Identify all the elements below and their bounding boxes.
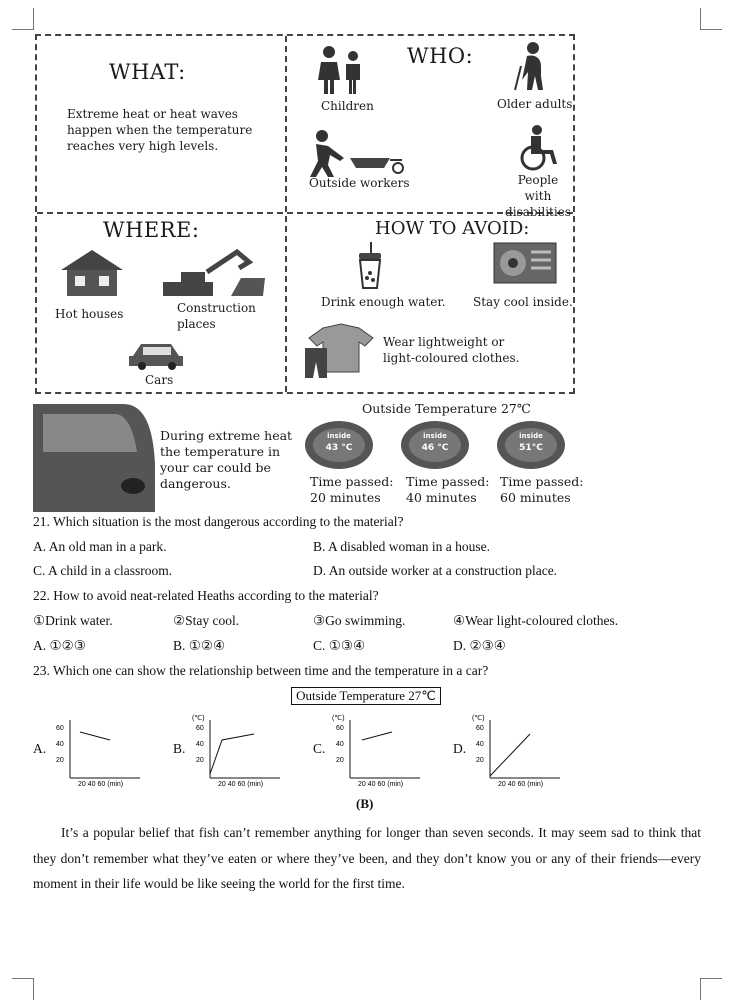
q23-stem: 23. Which one can show the relationship between time and the temperature in a car? bbox=[33, 663, 489, 678]
crop-mark-bottom-left bbox=[12, 978, 34, 1000]
svg-text:40: 40 bbox=[196, 741, 204, 748]
svg-text:20: 20 bbox=[196, 757, 204, 764]
q23-graph-a[interactable] bbox=[50, 712, 145, 790]
poster-horizontal-divider bbox=[37, 212, 573, 214]
passage-body bbox=[33, 820, 701, 897]
gauge-1-time: Time passed: 20 minutes bbox=[310, 474, 394, 505]
svg-text:20: 20 bbox=[476, 757, 484, 764]
q23-graph-d[interactable] bbox=[470, 712, 565, 790]
who-heading: WHO: bbox=[407, 44, 474, 68]
car-outside-temp: Outside Temperature 27℃ bbox=[362, 401, 531, 416]
crop-mark-top-left bbox=[12, 8, 34, 30]
q22-statement-4: ④Wear light-coloured clothes. bbox=[453, 613, 619, 628]
q23-graph-c[interactable] bbox=[330, 712, 425, 790]
gauge-3-time: Time passed: 60 minutes bbox=[500, 474, 584, 505]
svg-text:(℃): (℃) bbox=[472, 715, 485, 722]
avoid-heading: HOW TO AVOID: bbox=[375, 218, 530, 239]
svg-text:60: 60 bbox=[476, 725, 484, 732]
svg-text:40: 40 bbox=[336, 741, 344, 748]
crop-mark-bottom-right bbox=[700, 978, 722, 1000]
q22-stem: 22. How to avoid neat-related Heaths according to the material? bbox=[33, 588, 379, 603]
air-conditioner-icon bbox=[493, 242, 557, 284]
q22-option-b[interactable]: B. ①②④ bbox=[173, 638, 226, 653]
hot-houses-label: Hot houses bbox=[55, 307, 124, 321]
svg-text:60: 60 bbox=[196, 725, 204, 732]
q21-option-a[interactable]: A. An old man in a park. bbox=[33, 539, 167, 554]
hot-house-icon bbox=[57, 248, 127, 298]
water-drink-icon bbox=[355, 242, 385, 290]
svg-text:20 40 60 (min): 20 40 60 (min) bbox=[78, 781, 124, 788]
gauge-2: inside 46 °C bbox=[400, 420, 470, 470]
gauge-3: inside 51°C bbox=[496, 420, 566, 470]
q22-statement-2: ②Stay cool. bbox=[173, 613, 240, 628]
construction-label: Construction places bbox=[177, 301, 256, 331]
children-label: Children bbox=[321, 99, 374, 113]
q21-option-d[interactable]: D. An outside worker at a construction place. bbox=[313, 563, 558, 578]
what-text: Extreme heat or heat waves happen when the temperature reaches very high levels. bbox=[67, 107, 253, 153]
q21-option-b[interactable]: B. A disabled woman in a house. bbox=[313, 539, 490, 554]
crop-mark-top-right bbox=[700, 8, 722, 30]
svg-text:20 40 60 (min): 20 40 60 (min) bbox=[498, 781, 544, 788]
q23-label-b[interactable]: B. bbox=[173, 741, 186, 756]
q22-statement-3: ③Go swimming. bbox=[313, 613, 406, 628]
wheelchair-icon bbox=[511, 124, 565, 172]
q23-label-a[interactable]: A. bbox=[33, 741, 47, 756]
svg-text:20 40 60 (min): 20 40 60 (min) bbox=[218, 781, 264, 788]
stay-cool-label: Stay cool inside. bbox=[473, 295, 573, 309]
svg-text:(℃): (℃) bbox=[332, 715, 345, 722]
gauge-2-time: Time passed: 40 minutes bbox=[406, 474, 490, 505]
q22-option-c[interactable]: C. ①③④ bbox=[313, 638, 366, 653]
excavator-icon bbox=[157, 248, 269, 298]
poster-vertical-divider bbox=[285, 36, 287, 392]
drink-water-label: Drink enough water. bbox=[321, 295, 446, 309]
q23-label-c[interactable]: C. bbox=[313, 741, 326, 756]
car-warning-text: During extreme heat the temperature in your car could be dangerous. bbox=[160, 428, 293, 491]
heat-poster bbox=[35, 34, 575, 394]
disabilities-label: People with disabilities bbox=[505, 173, 571, 219]
cars-label: Cars bbox=[145, 373, 174, 387]
svg-text:60: 60 bbox=[336, 725, 344, 732]
passage-paragraph: It’s a popular belief that fish can’t remember anything for longer than seven seconds. It may seem sad to think that they don’t remember what they’ve eaten or where they’ve been, and they don’t know you or any of their friends—every moment in their life would be like seeing the world for the first time. bbox=[33, 825, 701, 891]
passage-heading: (B) bbox=[356, 796, 374, 811]
q23-label-d[interactable]: D. bbox=[453, 741, 467, 756]
svg-text:20: 20 bbox=[336, 757, 344, 764]
q22-statement-1: ①Drink water. bbox=[33, 613, 113, 628]
outside-workers-label: Outside workers bbox=[309, 176, 410, 190]
q21-option-c[interactable]: C. A child in a classroom. bbox=[33, 563, 173, 578]
gauge-1: inside 43 °C bbox=[304, 420, 374, 470]
svg-text:40: 40 bbox=[476, 741, 484, 748]
svg-text:40: 40 bbox=[56, 741, 64, 748]
q21-stem: 21. Which situation is the most dangerous according to the material? bbox=[33, 514, 404, 529]
clothes-icon bbox=[303, 322, 383, 380]
wear-clothes-label: Wear lightweight or light-coloured clothes. bbox=[383, 335, 520, 365]
q23-graph-b[interactable] bbox=[190, 712, 285, 790]
q23-graph-title: Outside Temperature 27℃ bbox=[291, 687, 441, 705]
children-icon bbox=[315, 44, 367, 96]
where-heading: WHERE: bbox=[103, 218, 200, 242]
car-closeup-icon bbox=[33, 404, 157, 514]
q22-option-a[interactable]: A. ①②③ bbox=[33, 638, 86, 653]
svg-text:20 40 60 (min): 20 40 60 (min) bbox=[358, 781, 404, 788]
older-adult-icon bbox=[507, 40, 557, 92]
svg-text:60: 60 bbox=[56, 725, 64, 732]
q22-option-d[interactable]: D. ②③④ bbox=[453, 638, 506, 653]
svg-text:(℃): (℃) bbox=[192, 715, 205, 722]
outside-worker-icon bbox=[302, 128, 412, 178]
svg-text:20: 20 bbox=[56, 757, 64, 764]
what-heading: WHAT: bbox=[109, 60, 186, 84]
car-icon bbox=[127, 338, 187, 370]
older-adults-label: Older adults bbox=[497, 97, 573, 111]
